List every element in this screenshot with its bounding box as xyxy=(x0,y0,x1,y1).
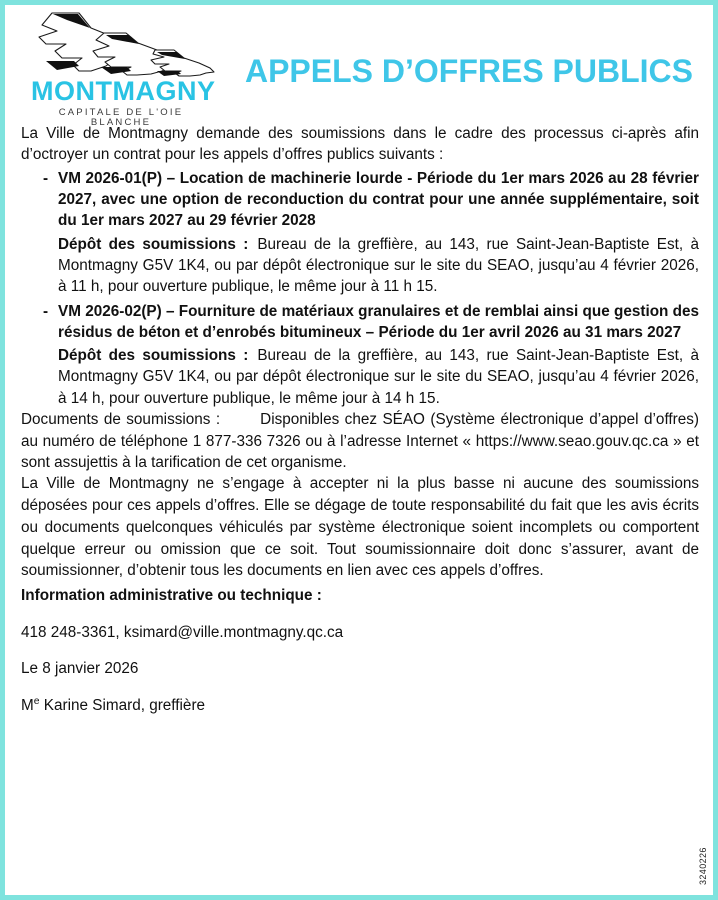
logo-wordmark: MONTMAGNY xyxy=(31,76,216,106)
bullet-marker: - xyxy=(43,302,49,320)
intro-paragraph: La Ville de Montmagny demande des soumissions dans le cadre des processus ci-après afin d’octroyer un contrat pour les appels d’offres publics suivants : xyxy=(21,125,699,164)
tender-item xyxy=(21,301,699,409)
documents-text: Disponibles chez SÉAO (Système électronique d’appel d’offres) au numéro de téléphone 1 877-336 7326 ou à l’adresse Internet « https://www.seao.gouv.qc.ca » et sont assujettis à la tarification de cet organisme. xyxy=(21,411,700,472)
tender-title: VM 2026-01(P) – Location de machinerie lourde - Période du 1er mars 2026 au 28 février 2027, avec une option de reconduction du contrat pour une année supplémentaire, soit du 1er mars 2027 au 29 février 2028 xyxy=(58,170,699,230)
tender-body xyxy=(58,301,699,409)
page-title: APPELS D’OFFRES PUBLICS xyxy=(244,53,693,89)
tender-item xyxy=(21,168,699,298)
tender-body xyxy=(58,168,699,298)
documents-label: Documents de soumissions : xyxy=(21,411,221,429)
signature-rest: Karine Simard, greffière xyxy=(39,697,206,715)
depot-label: Dépôt des soumissions : xyxy=(58,235,249,253)
signature-superscript: e xyxy=(33,696,40,708)
flying-geese-icon xyxy=(31,11,216,77)
contact-line: 418 248-3361, ksimard@ville.montmagny.qc.ca xyxy=(21,623,344,641)
tender-depot xyxy=(58,234,699,298)
depot-text: Bureau de la greffière, au 143, rue Saint-Jean-Baptiste Est, à Montmagny G5V 1K4, ou par dépôt électronique sur le site du SEAO, jusqu’au 4 février 2026, à 11 h, pour ouverture publique, le même jour à 11 h 15. xyxy=(58,235,699,296)
notice-body xyxy=(21,123,699,717)
signature-prefix: M xyxy=(21,697,34,715)
page-header xyxy=(21,5,699,128)
documents-paragraph xyxy=(21,409,699,473)
reference-code: 3240226 xyxy=(698,847,708,885)
signature-line xyxy=(21,695,699,716)
tender-depot xyxy=(58,345,699,409)
bullet-marker: - xyxy=(43,170,49,188)
depot-text: Bureau de la greffière, au 143, rue Saint-Jean-Baptiste Est, à Montmagny G5V 1K4, ou par dépôt électronique sur le site du SEAO, jusqu’au 4 février 2026, à 14 h, pour ouverture publique, le même jour à 14 h 15. xyxy=(58,346,699,407)
montmagny-logo xyxy=(21,11,221,127)
depot-label: Dépôt des soumissions : xyxy=(58,346,249,364)
date-line: Le 8 janvier 2026 xyxy=(21,660,139,678)
info-heading: Information administrative ou technique : xyxy=(21,587,322,605)
disclaimer-paragraph: La Ville de Montmagny ne s’engage à accepter ni la plus basse ni aucune des soumissions déposées pour ces appels d’offres. Elle se dégage de toute responsabilité du fait que les avis écrits ou documents quelconques véhiculés par système électronique soient incomplets ou comportent quelque erreur ou omission que ce soit. Tout soumissionnaire doit donc s’assurer, avant de soumissionner, d’obtenir tous les documents en lien avec ces appels d’offres. xyxy=(21,475,699,580)
logo-tagline: CAPITALE DE L'OIE BLANCHE xyxy=(58,107,184,128)
tender-title: VM 2026-02(P) – Fourniture de matériaux granulaires et de remblai ainsi que gestion des résidus de béton et d’enrobés bitumineux – Période du 1er avril 2026 au 31 mars 2027 xyxy=(58,302,699,341)
page-inner xyxy=(5,5,713,895)
